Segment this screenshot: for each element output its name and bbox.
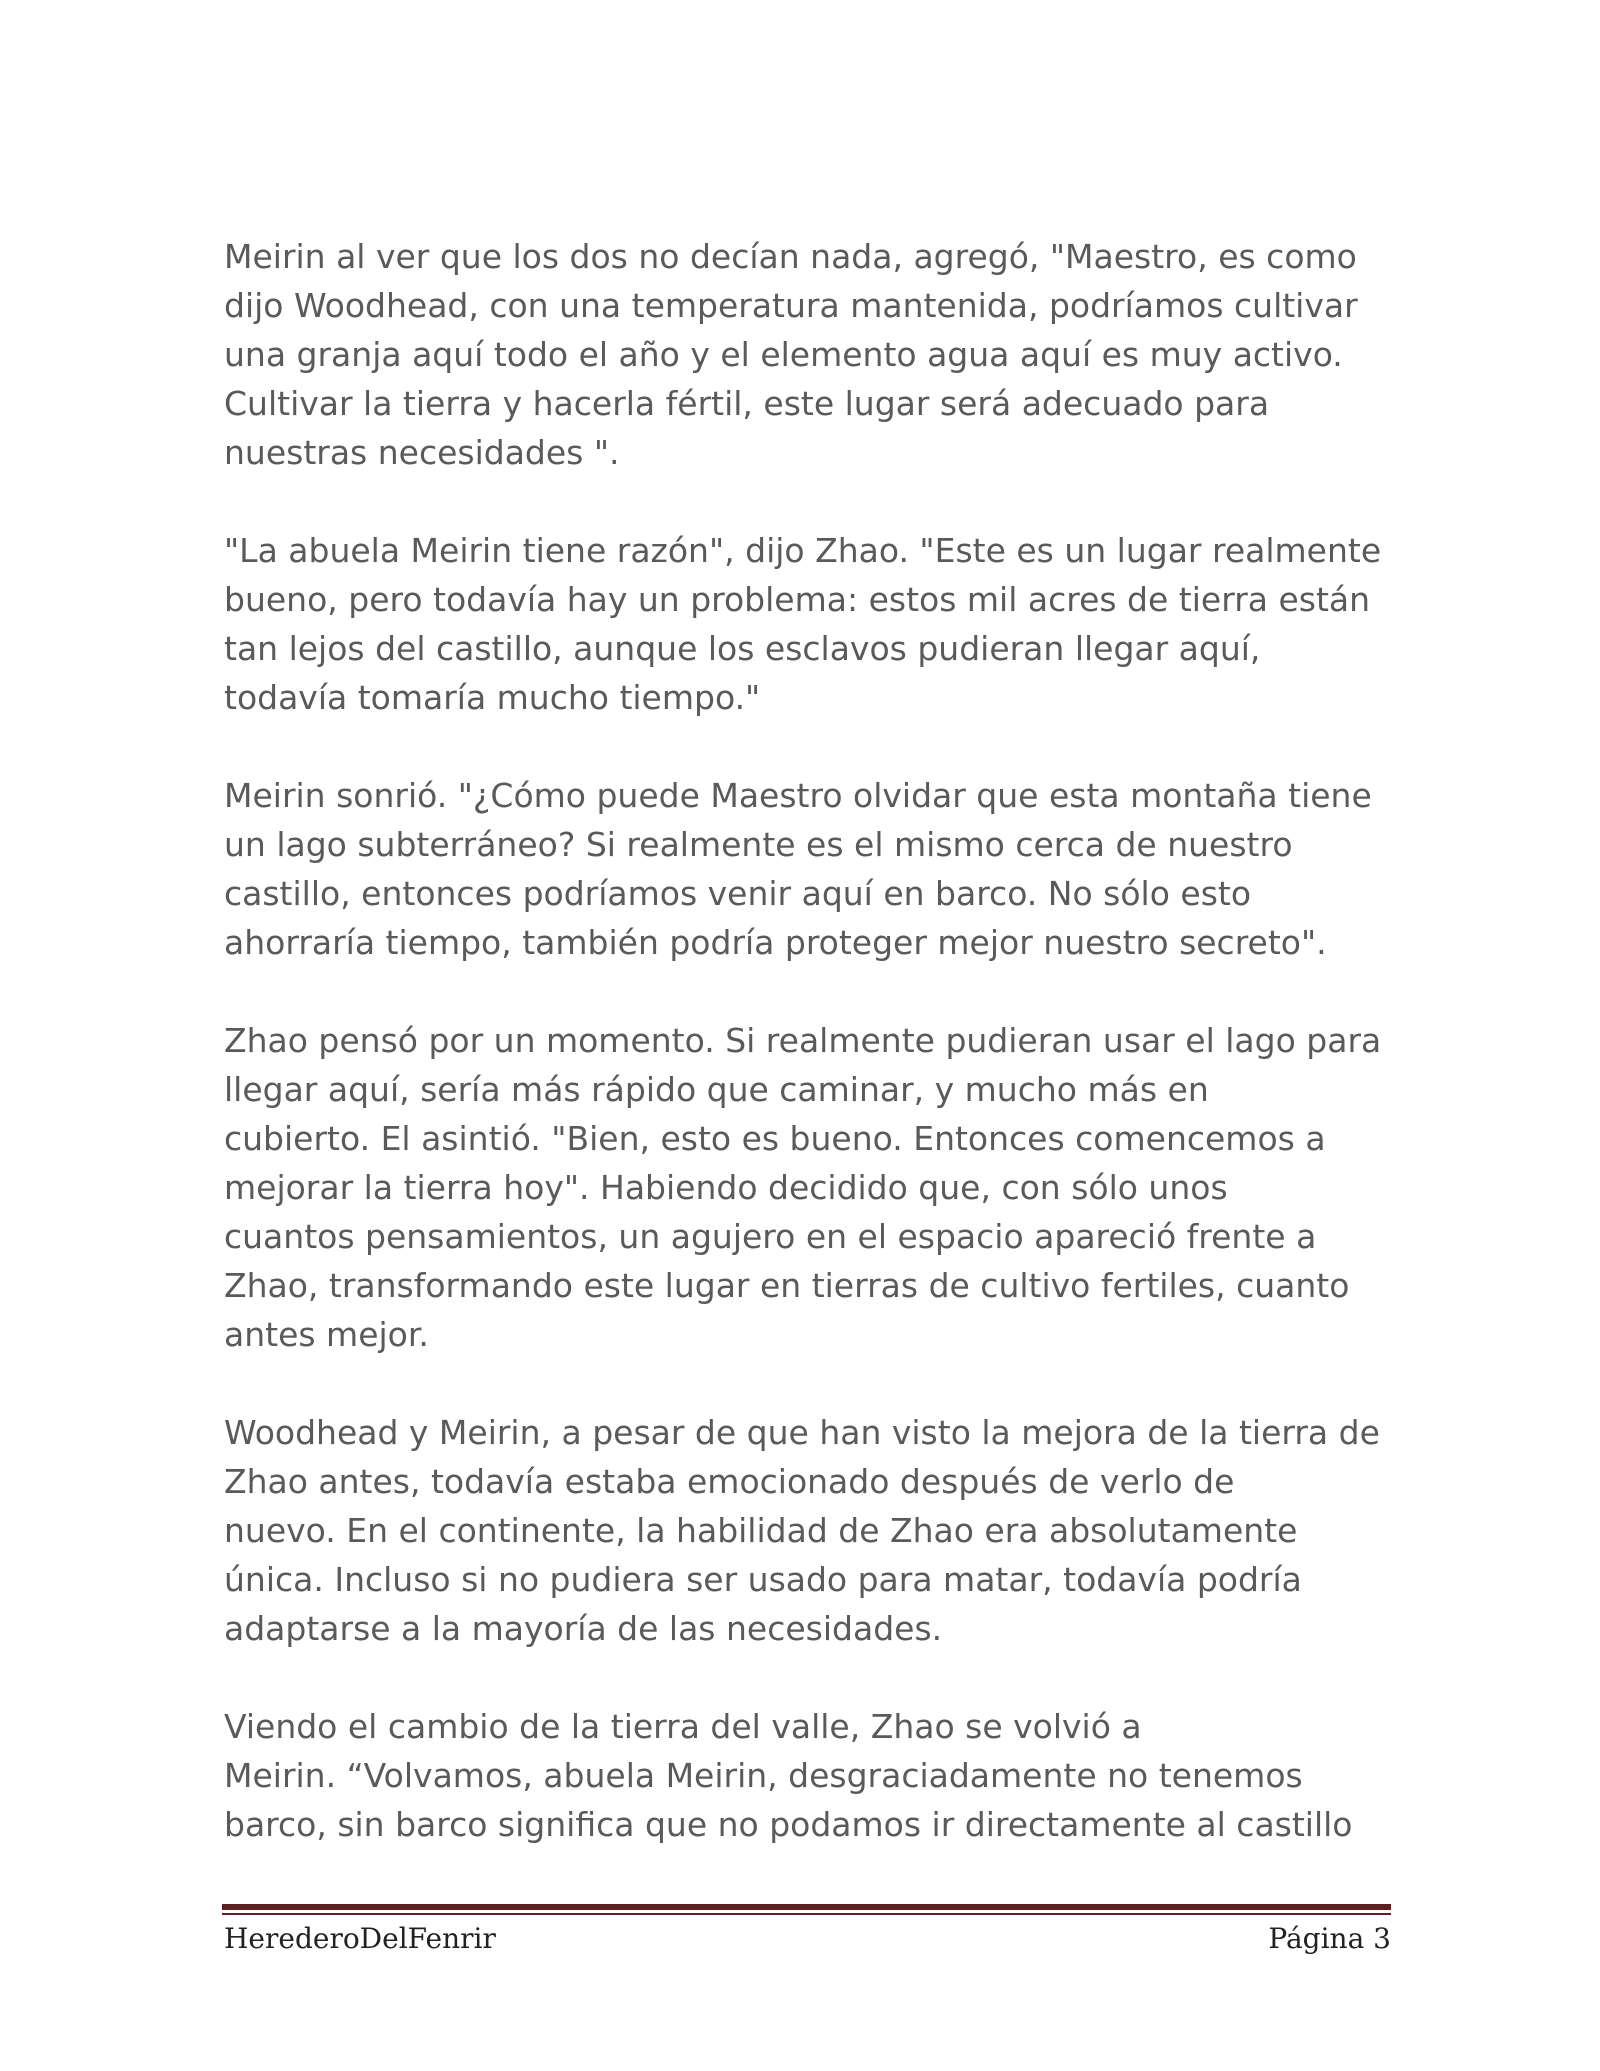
footer-divider-thin	[222, 1913, 1391, 1915]
text-line: dijo Woodhead, con una temperatura mantenida, podríamos cultivar	[224, 286, 1358, 325]
text-line: cuantos pensamientos, un agujero en el espacio apareció frente a	[224, 1217, 1317, 1256]
text-line: tan lejos del castillo, aunque los esclavos pudieran llegar aquí,	[224, 629, 1261, 668]
text-line: Meirin sonrió. "¿Cómo puede Maestro olvidar que esta montaña tiene	[224, 776, 1372, 815]
text-line: Cultivar la tierra y hacerla fértil, este lugar será adecuado para	[224, 384, 1270, 423]
text-line: Woodhead y Meirin, a pesar de que han visto la mejora de la tierra de	[224, 1413, 1380, 1452]
footer-divider	[222, 1904, 1391, 1916]
paragraph-5	[224, 1408, 1404, 1653]
text-line: Viendo el cambio de la tierra del valle, Zhao se volvió a	[224, 1707, 1142, 1746]
text-line: Zhao antes, todavía estaba emocionado después de verlo de	[224, 1462, 1235, 1501]
text-line: adaptarse a la mayoría de las necesidades.	[224, 1609, 943, 1648]
text-line: llegar aquí, sería más rápido que caminar, y mucho más en	[224, 1070, 1209, 1109]
text-line: mejorar la tierra hoy". Habiendo decidido que, con sólo unos	[224, 1168, 1228, 1207]
text-line: Zhao pensó por un momento. Si realmente pudieran usar el lago para	[224, 1021, 1382, 1060]
paragraph-2	[224, 526, 1404, 722]
text-line: nuestras necesidades ".	[224, 433, 620, 472]
text-line: "La abuela Meirin tiene razón", dijo Zhao. "Este es un lugar realmente	[224, 531, 1382, 570]
text-line: barco, sin barco significa que no podamos ir directamente al castillo	[224, 1805, 1353, 1844]
footer-author: HerederoDelFenrir	[224, 1922, 496, 1955]
paragraph-4	[224, 1016, 1404, 1359]
paragraph-6	[224, 1702, 1404, 1849]
text-line: una granja aquí todo el año y el elemento agua aquí es muy activo.	[224, 335, 1343, 374]
text-line: Meirin. “Volvamos, abuela Meirin, desgraciadamente no tenemos	[224, 1756, 1303, 1795]
paragraph-3	[224, 771, 1404, 967]
text-line: ahorraría tiempo, también podría proteger mejor nuestro secreto".	[224, 923, 1327, 962]
text-line: nuevo. En el continente, la habilidad de Zhao era absolutamente	[224, 1511, 1298, 1550]
text-line: Zhao, transformando este lugar en tierras de cultivo fertiles, cuanto	[224, 1266, 1350, 1305]
text-line: castillo, entonces podríamos venir aquí en barco. No sólo esto	[224, 874, 1252, 913]
footer-page-number: Página 3	[1268, 1922, 1391, 1955]
text-line: un lago subterráneo? Si realmente es el mismo cerca de nuestro	[224, 825, 1293, 864]
text-line: antes mejor.	[224, 1315, 429, 1354]
text-line: todavía tomaría mucho tiempo."	[224, 678, 761, 717]
footer-divider-thick	[222, 1904, 1391, 1910]
text-line: cubierto. El asintió. "Bien, esto es bueno. Entonces comencemos a	[224, 1119, 1326, 1158]
text-line: bueno, pero todavía hay un problema: estos mil acres de tierra están	[224, 580, 1371, 619]
text-line: Meirin al ver que los dos no decían nada, agregó, "Maestro, es como	[224, 237, 1357, 276]
paragraph-1	[224, 232, 1404, 477]
text-line: única. Incluso si no pudiera ser usado para matar, todavía podría	[224, 1560, 1302, 1599]
page-body	[224, 232, 1404, 1898]
